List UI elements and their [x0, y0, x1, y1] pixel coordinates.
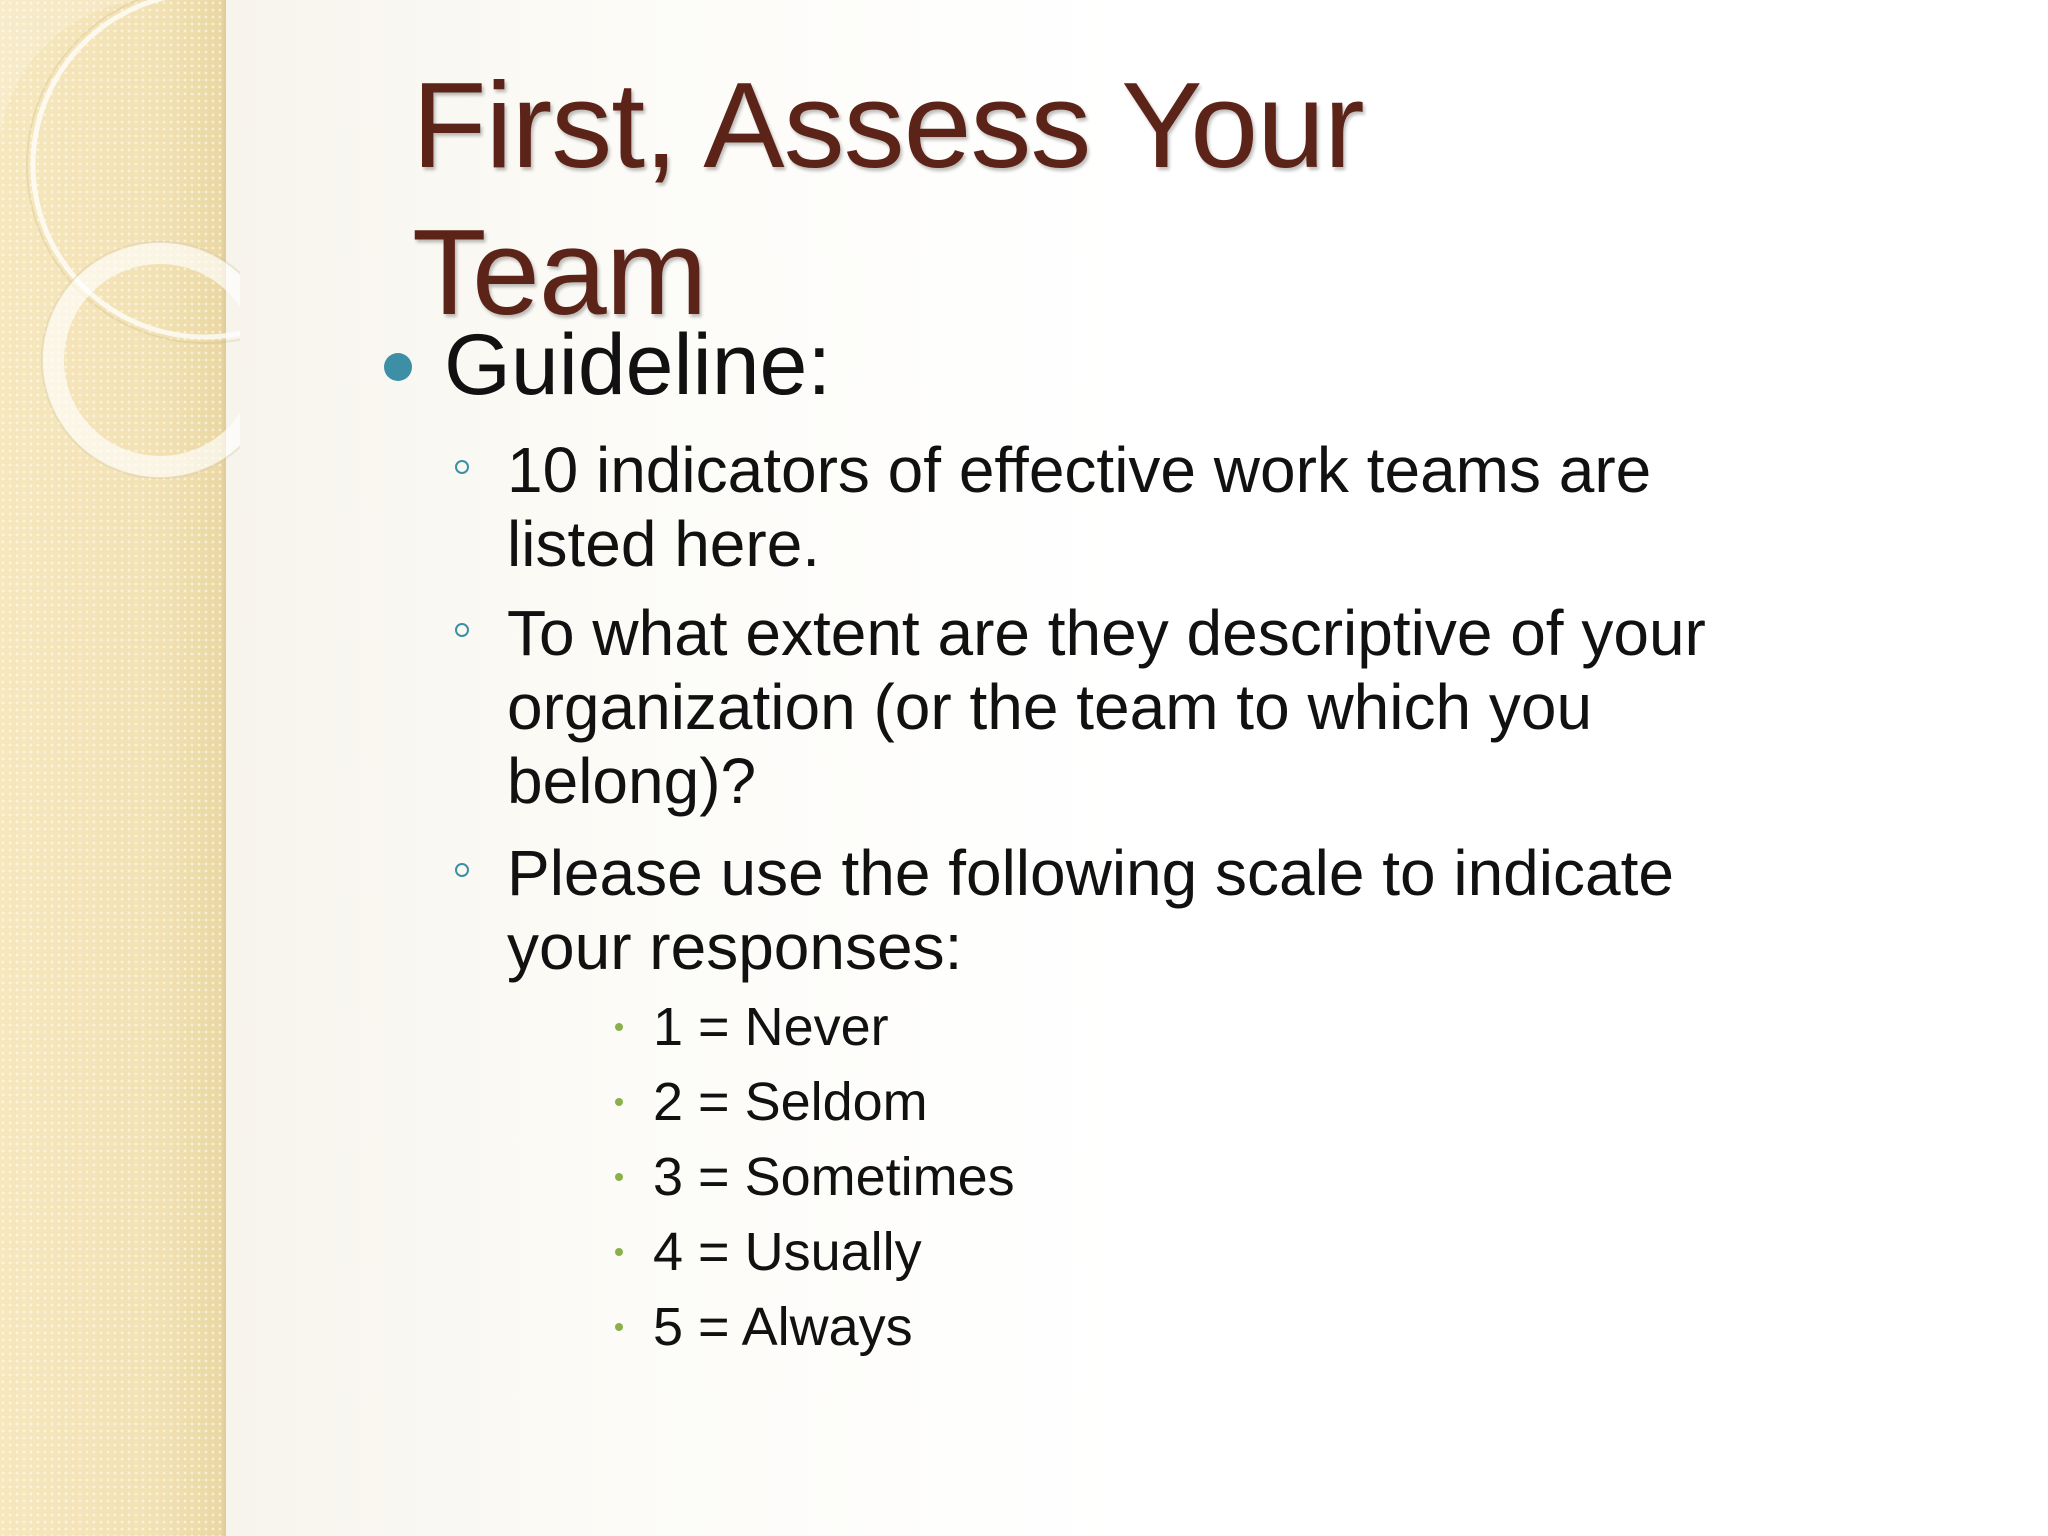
scale-item [615, 1146, 1015, 1208]
main-bullet-dot-icon [384, 353, 412, 381]
scale-item-text: 4 = Usually [653, 1222, 922, 1282]
scale-bullet-icon [615, 1323, 623, 1331]
scale-item [615, 996, 889, 1058]
ring-bullet-icon [455, 863, 469, 877]
sub-bullet-3 [455, 836, 1755, 984]
scale-bullet-icon [615, 1023, 623, 1031]
scale-item-text: 2 = Seldom [653, 1072, 928, 1132]
main-bullet [384, 315, 831, 415]
scale-bullet-icon [615, 1173, 623, 1181]
scale-item [615, 1296, 913, 1358]
scale-bullet-icon [615, 1248, 623, 1256]
sub-bullet-text: To what extent are they descriptive of your organization (or the team to which you belong)? [507, 597, 1706, 817]
sub-bullet-text: 10 indicators of effective work teams are listed here. [507, 434, 1652, 580]
slide-title: First, Assess Your Team [412, 57, 1364, 340]
sub-bullet-2 [455, 596, 1755, 818]
ring-bullet-icon [455, 460, 469, 474]
scale-item-text: 1 = Never [653, 997, 889, 1057]
scale-bullet-icon [615, 1098, 623, 1106]
scale-item-text: 3 = Sometimes [653, 1147, 1015, 1207]
decorative-circles [0, 0, 240, 520]
scale-item [615, 1221, 922, 1283]
ring-bullet-icon [455, 623, 469, 637]
scale-item [615, 1071, 928, 1133]
scale-item-text: 5 = Always [653, 1297, 913, 1357]
sub-bullet-text: Please use the following scale to indicate your responses: [507, 837, 1674, 983]
main-bullet-text: Guideline: [444, 317, 832, 413]
sub-bullet-1 [455, 433, 1755, 581]
